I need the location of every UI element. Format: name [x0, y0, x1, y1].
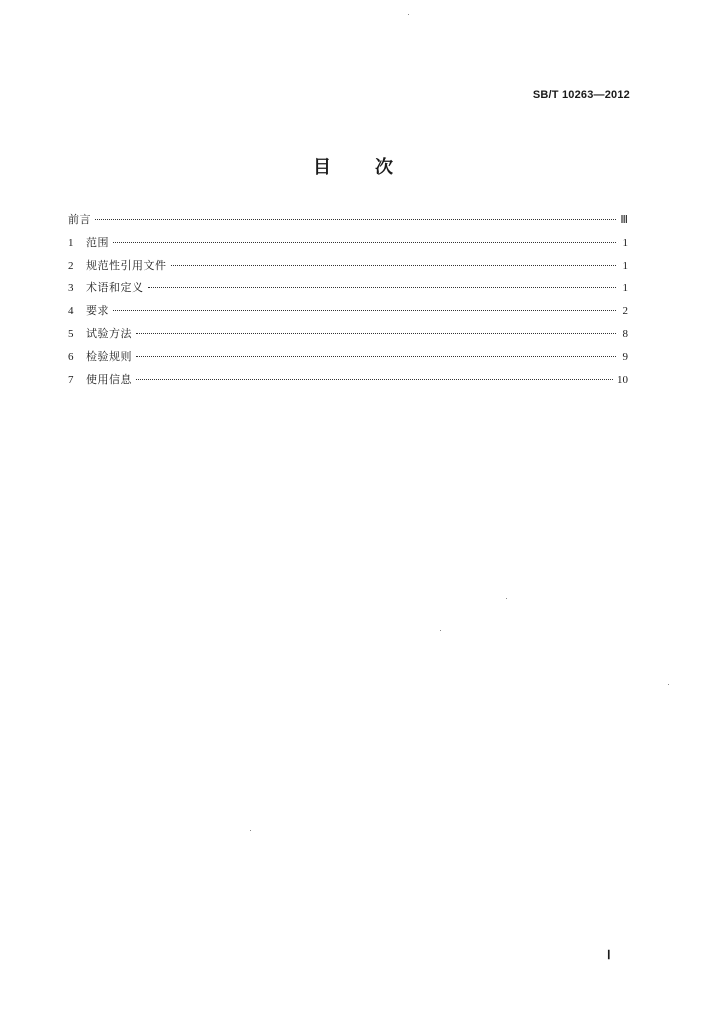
scan-speck	[668, 684, 669, 685]
toc-entry-text: 试验方法	[86, 326, 132, 340]
toc-entry-text: 范围	[86, 235, 109, 249]
scan-speck	[250, 830, 251, 831]
toc-entry-number: 2	[68, 259, 74, 272]
toc-entry-text: 要求	[86, 304, 109, 318]
toc-entry-number: 7	[68, 373, 74, 386]
toc-entry-number: 1	[68, 236, 74, 249]
toc-entry-number: 6	[68, 350, 74, 363]
toc-leader-dots	[171, 265, 617, 266]
toc-entry-page: 1	[622, 236, 628, 249]
toc-entry-number: 4	[68, 305, 74, 318]
toc-entry-3[interactable]	[68, 279, 628, 302]
toc-entry-text: 使用信息	[86, 372, 132, 386]
toc-entry-page: 9	[622, 350, 628, 363]
toc-entry-text: 规范性引用文件	[86, 258, 167, 272]
toc-entry-page: 8	[622, 327, 628, 340]
toc-leader-dots	[136, 379, 613, 380]
scan-speck	[506, 598, 507, 599]
toc-entry-number: 5	[68, 327, 74, 340]
page-title	[0, 153, 706, 179]
title-char-1: 目	[313, 157, 331, 178]
title-char-2: 次	[375, 157, 393, 178]
toc-leader-dots	[148, 287, 617, 288]
toc-entry-4[interactable]	[68, 302, 628, 325]
toc-entry-2[interactable]	[68, 257, 628, 280]
toc-entry-text: 检验规则	[86, 349, 132, 363]
toc-entry-page: 10	[617, 373, 628, 386]
toc-leader-dots	[113, 242, 616, 243]
page-number: Ⅰ	[607, 948, 611, 962]
toc-leader-dots	[95, 219, 616, 220]
toc-entry-page: 2	[622, 305, 628, 318]
toc-entry-1[interactable]	[68, 234, 628, 257]
standard-code: SB/T 10263—2012	[532, 89, 630, 101]
toc-entry-text: 术语和定义	[86, 281, 144, 295]
toc-entry-foreword[interactable]	[68, 211, 628, 234]
toc-entry-6[interactable]	[68, 348, 628, 371]
toc-leader-dots	[136, 356, 616, 357]
toc-entry-number: 3	[68, 282, 74, 295]
toc-entry-page: Ⅲ	[620, 214, 628, 226]
toc-entry-page: 1	[622, 282, 628, 295]
toc-leader-dots	[113, 310, 616, 311]
toc-entry-page: 1	[622, 259, 628, 272]
toc-leader-dots	[136, 333, 616, 334]
scan-speck	[440, 630, 441, 631]
table-of-contents	[68, 211, 628, 393]
toc-entry-7[interactable]	[68, 371, 628, 394]
scan-speck	[408, 14, 409, 15]
toc-entry-5[interactable]	[68, 325, 628, 348]
toc-entry-text: 前言	[68, 213, 91, 226]
